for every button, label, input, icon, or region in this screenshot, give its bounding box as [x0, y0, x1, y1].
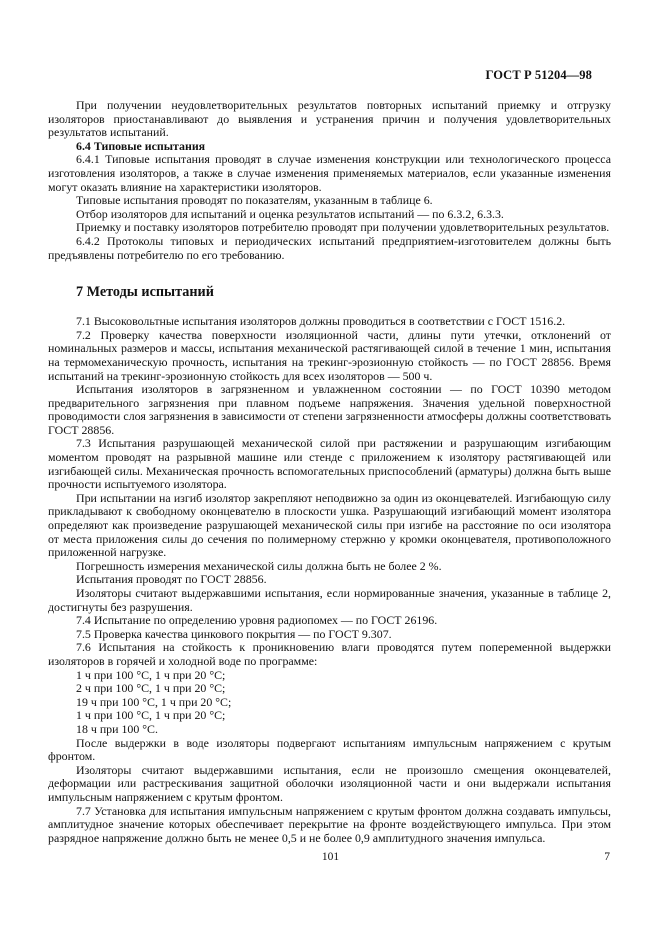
paragraph-6-4-indicators: Типовые испытания проводят по показателям, указанным в таблице 6.	[76, 193, 433, 208]
paragraph-7-6-after: После выдержки в воде изоляторы подвергают испытаниям импульсным напряжением с крутым фронтом.	[48, 735, 611, 764]
paragraph-6-4-1: 6.4.1 Типовые испытания проводят в случае изменения конструкции или технологического процесса изготовления изоляторов, а также в случае изменения применяемых материалов, если указанные изменения могут оказать влияние на характеристики изоляторов.	[48, 152, 611, 194]
paragraph-7-3-bending: При испытании на изгиб изолятор закрепляют неподвижно за один из оконцевателей. Изгибающую силу прикладывают к свободному оконцевателю в плоскости ушка. Разрушающий изгибающий момент изолятора определяют как произведение разрушающей механической силы при изгибе на расстояние по оси изолятора от места приложения силы до сечения по полимерному стержню у кромки оконцевателя, противоположного приложенной нагрузке.	[48, 490, 611, 560]
paragraph-retest: При получении неудовлетворительных результатов повторных испытаний приемку и отгрузку изоляторов приостанавливают до выявления и устранения причин и получения удовлетворительных результатов испытаний.	[48, 98, 611, 140]
sheet-number: 7	[604, 851, 610, 863]
program-item: 19 ч при 100 °С, 1 ч при 20 °С;	[76, 694, 232, 709]
paragraph-6-4-sampling: Отбор изоляторов для испытаний и оценка результатов испытаний — по 6.3.2, 6.3.3.	[76, 206, 504, 221]
document-body	[48, 99, 611, 845]
standard-header: ГОСТ Р 51204—98	[485, 68, 592, 82]
paragraph-7-3-accuracy: Погрешность измерения механической силы должна быть не более 2 %.	[76, 558, 442, 573]
subsection-title-6-4: 6.4 Типовые испытания	[76, 138, 206, 153]
paragraph-7-3-pass: Изоляторы считают выдержавшими испытания, если нормированные значения, указанные в таблице 2, достигнуты без разрушения.	[48, 586, 611, 614]
program-item: 1 ч при 100 °С, 1 ч при 20 °С;	[76, 667, 226, 682]
paragraph-7-3: 7.3 Испытания разрушающей механической силой при растяжении и разрушающим изгибающим моментом проводят на разрывной машине или стенде с приложением к изолятору растягивающей или изгибающей силы. Механическая прочность вспомогательных приспособлений (арматуры) должна быть выше прочности испытуемого изолятора.	[48, 436, 611, 492]
program-item: 2 ч при 100 °С, 1 ч при 20 °С;	[76, 681, 226, 696]
paragraph-6-4-2: 6.4.2 Протоколы типовых и периодических испытаний предприятием-изготовителем должны быть предъявлены потребителю по его требованию.	[48, 233, 611, 262]
paragraph-7-6: 7.6 Испытания на стойкость к проникновению влаги проводятся путем попеременной выдержки изоляторов в горячей и холодной воде по программе:	[48, 640, 611, 668]
paragraph-7-4: 7.4 Испытание по определению уровня радиопомех — по ГОСТ 26196.	[76, 613, 438, 628]
paragraph-7-3-standard: Испытания проводят по ГОСТ 28856.	[76, 572, 267, 587]
paragraph-6-4-acceptance: Приемку и поставку изоляторов потребителю проводят при получении удовлетворительных результатов.	[76, 220, 610, 235]
page-number: 101	[321, 851, 340, 863]
program-item: 18 ч при 100 °С.	[76, 721, 158, 736]
paragraph-7-2-pollution: Испытания изоляторов в загрязненном и увлажненном состоянии — по ГОСТ 10390 методом предварительного загрязнения при плавном подъеме напряжения. Значения удельной поверхностной проводимости слоя загрязнения в зависимости от степени загрязненности атмосферы должны соответствовать ГОСТ 28856.	[48, 382, 611, 437]
paragraph-7-1: 7.1 Высоковольтные испытания изоляторов должны проводиться в соответствии с ГОСТ 1516.2.	[76, 314, 566, 329]
program-item: 1 ч при 100 °С, 1 ч при 20 °С;	[76, 708, 226, 723]
paragraph-7-7: 7.7 Установка для испытания импульсным напряжением с крутым фронтом должна создавать импульсы, амплитудное значение которых обеспечивает перекрытие на фронте воздействующего импульса. При этом разрядное напряжение должно быть не менее 0,5 и не более 0,9 амплитудного значения импульса.	[48, 803, 611, 845]
section-title-7: 7 Методы испытаний	[76, 284, 214, 301]
paragraph-7-5: 7.5 Проверка качества цинкового покрытия — по ГОСТ 9.307.	[76, 626, 392, 641]
paragraph-7-6-pass: Изоляторы считают выдержавшими испытания, если не произошло смещения оконцевателей, деформации или растрескивания защитной оболочки изоляционной части и они выдержали испытания импульсным напряжением с крутым фронтом.	[48, 762, 611, 804]
paragraph-7-2: 7.2 Проверку качества поверхности изоляционной части, длины пути утечки, отклонений от номинальных размеров и массы, испытания механической растягивающей силой в течение 1 мин, испытания на термомеханическую прочность, испытания на трекинг-эрозионную стойкость — по ГОСТ 28856. Время испытаний на трекинг-эрозионную стойкость для всех изоляторов — 500 ч.	[48, 327, 611, 383]
